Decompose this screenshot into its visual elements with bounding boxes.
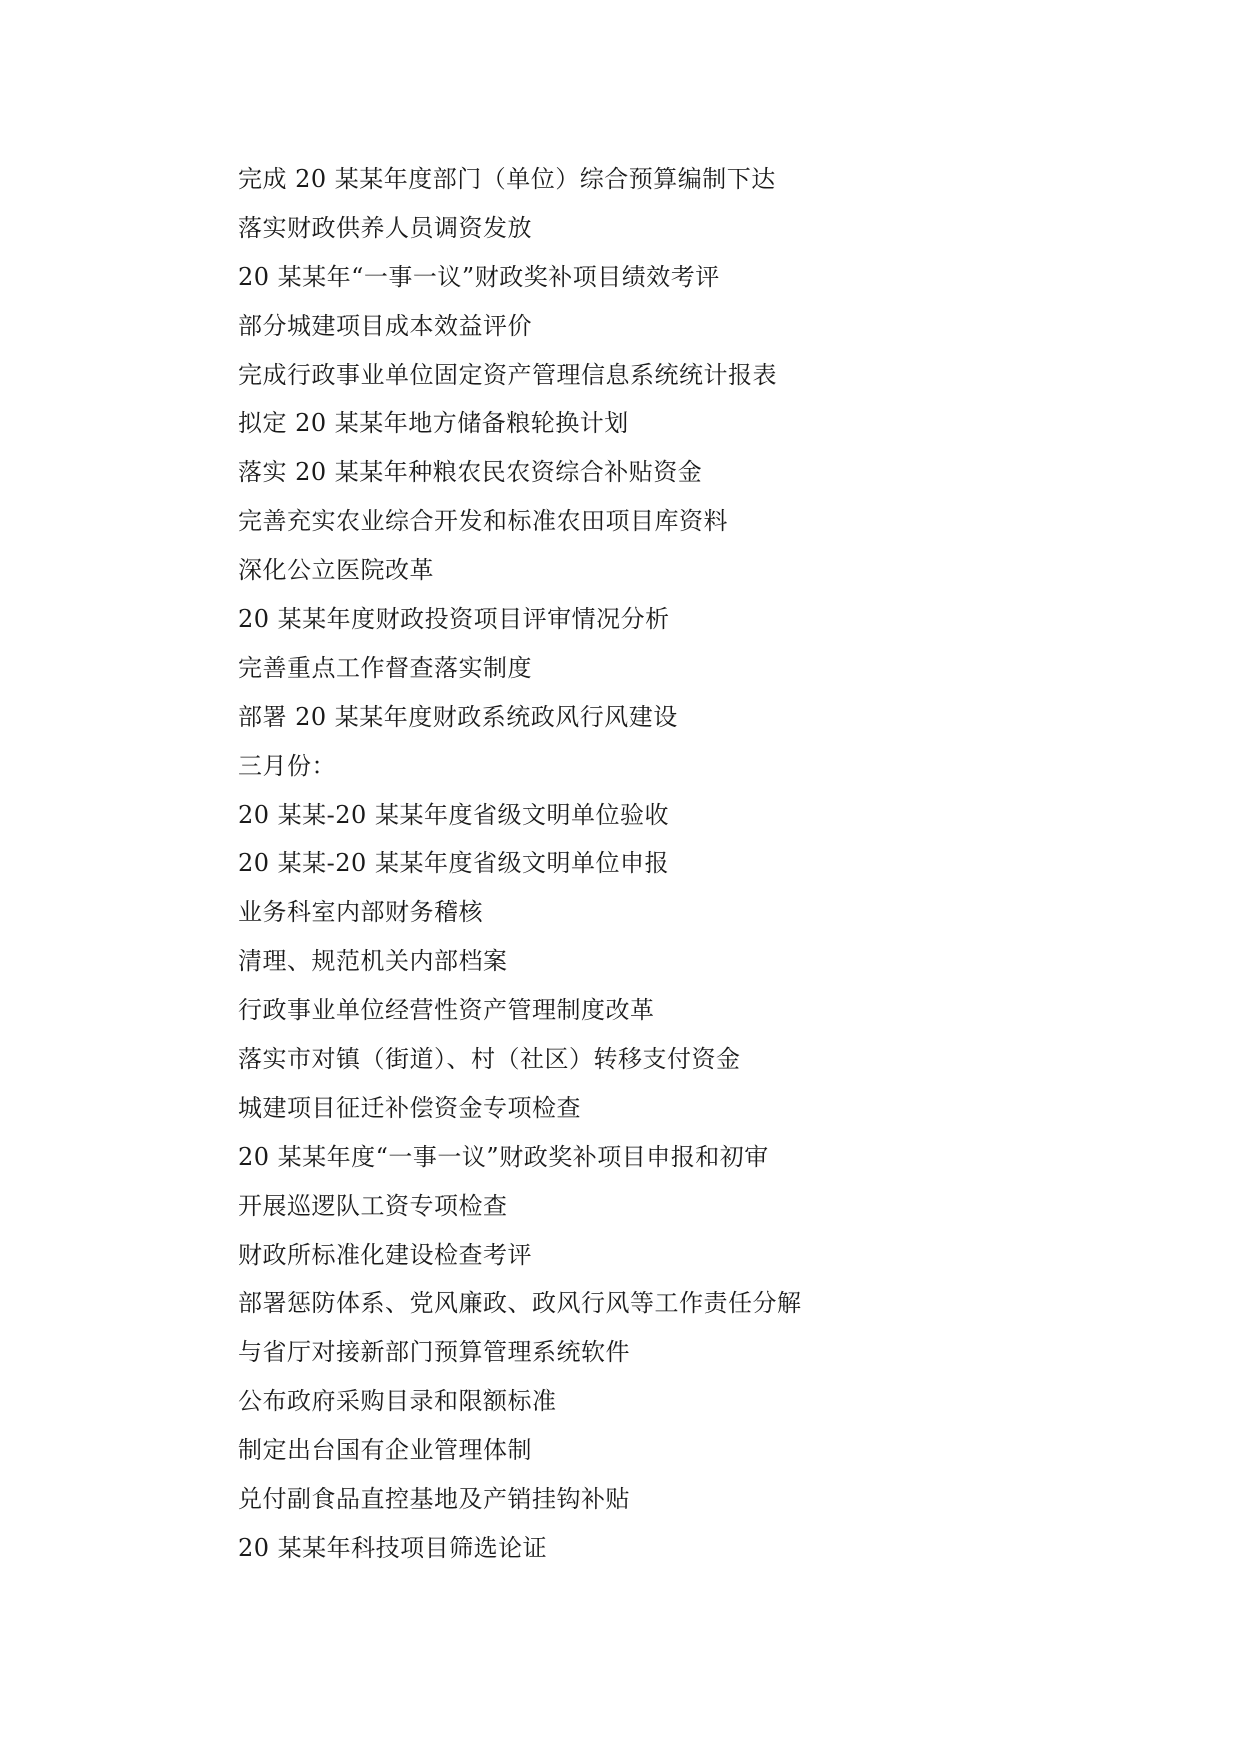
- document-line: 行政事业单位经营性资产管理制度改革: [238, 996, 655, 1025]
- document-line: 完善充实农业综合开发和标准农田项目库资料: [238, 507, 728, 536]
- document-line: 20 某某年科技项目筛选论证: [238, 1533, 548, 1562]
- document-line: 落实市对镇（街道）、村（社区）转移支付资金: [238, 1045, 741, 1074]
- section-heading-march: 三月份：: [238, 751, 336, 780]
- document-line: 落实 20 某某年种粮农民农资综合补贴资金: [238, 458, 703, 487]
- document-line: 部署 20 某某年度财政系统政风行风建设: [238, 702, 678, 731]
- document-line: 公布政府采购目录和限额标准: [238, 1387, 557, 1416]
- document-line: 与省厅对接新部门预算管理系统软件: [238, 1338, 630, 1367]
- document-line: 落实财政供养人员调资发放: [238, 213, 532, 242]
- document-line: 20 某某-20 某某年度省级文明单位申报: [238, 849, 669, 878]
- document-line: 兑付副食品直控基地及产销挂钩补贴: [238, 1485, 630, 1514]
- document-line: 业务科室内部财务稽核: [238, 898, 483, 927]
- document-line: 清理、规范机关内部档案: [238, 947, 508, 976]
- document-body: [238, 155, 1138, 1573]
- document-line: 完善重点工作督查落实制度: [238, 653, 532, 682]
- document-line: 完成行政事业单位固定资产管理信息系统统计报表: [238, 360, 777, 389]
- document-line: 制定出台国有企业管理体制: [238, 1436, 532, 1465]
- document-line: 20 某某年度“一事一议”财政奖补项目申报和初审: [238, 1142, 769, 1171]
- document-line: 开展巡逻队工资专项检查: [238, 1191, 508, 1220]
- document-line: 部分城建项目成本效益评价: [238, 311, 532, 340]
- document-line: 深化公立医院改革: [238, 556, 434, 585]
- document-line: 城建项目征迁补偿资金专项检查: [238, 1093, 581, 1122]
- document-line: 20 某某-20 某某年度省级文明单位验收: [238, 800, 669, 829]
- document-line: 部署惩防体系、党风廉政、政风行风等工作责任分解: [238, 1289, 802, 1318]
- document-line: 财政所标准化建设检查考评: [238, 1240, 532, 1269]
- document-line: 20 某某年“一事一议”财政奖补项目绩效考评: [238, 262, 720, 291]
- document-line: 20 某某年度财政投资项目评审情况分析: [238, 605, 670, 634]
- document-line: 拟定 20 某某年地方储备粮轮换计划: [238, 409, 629, 438]
- document-line: 完成 20 某某年度部门（单位）综合预算编制下达: [238, 165, 776, 193]
